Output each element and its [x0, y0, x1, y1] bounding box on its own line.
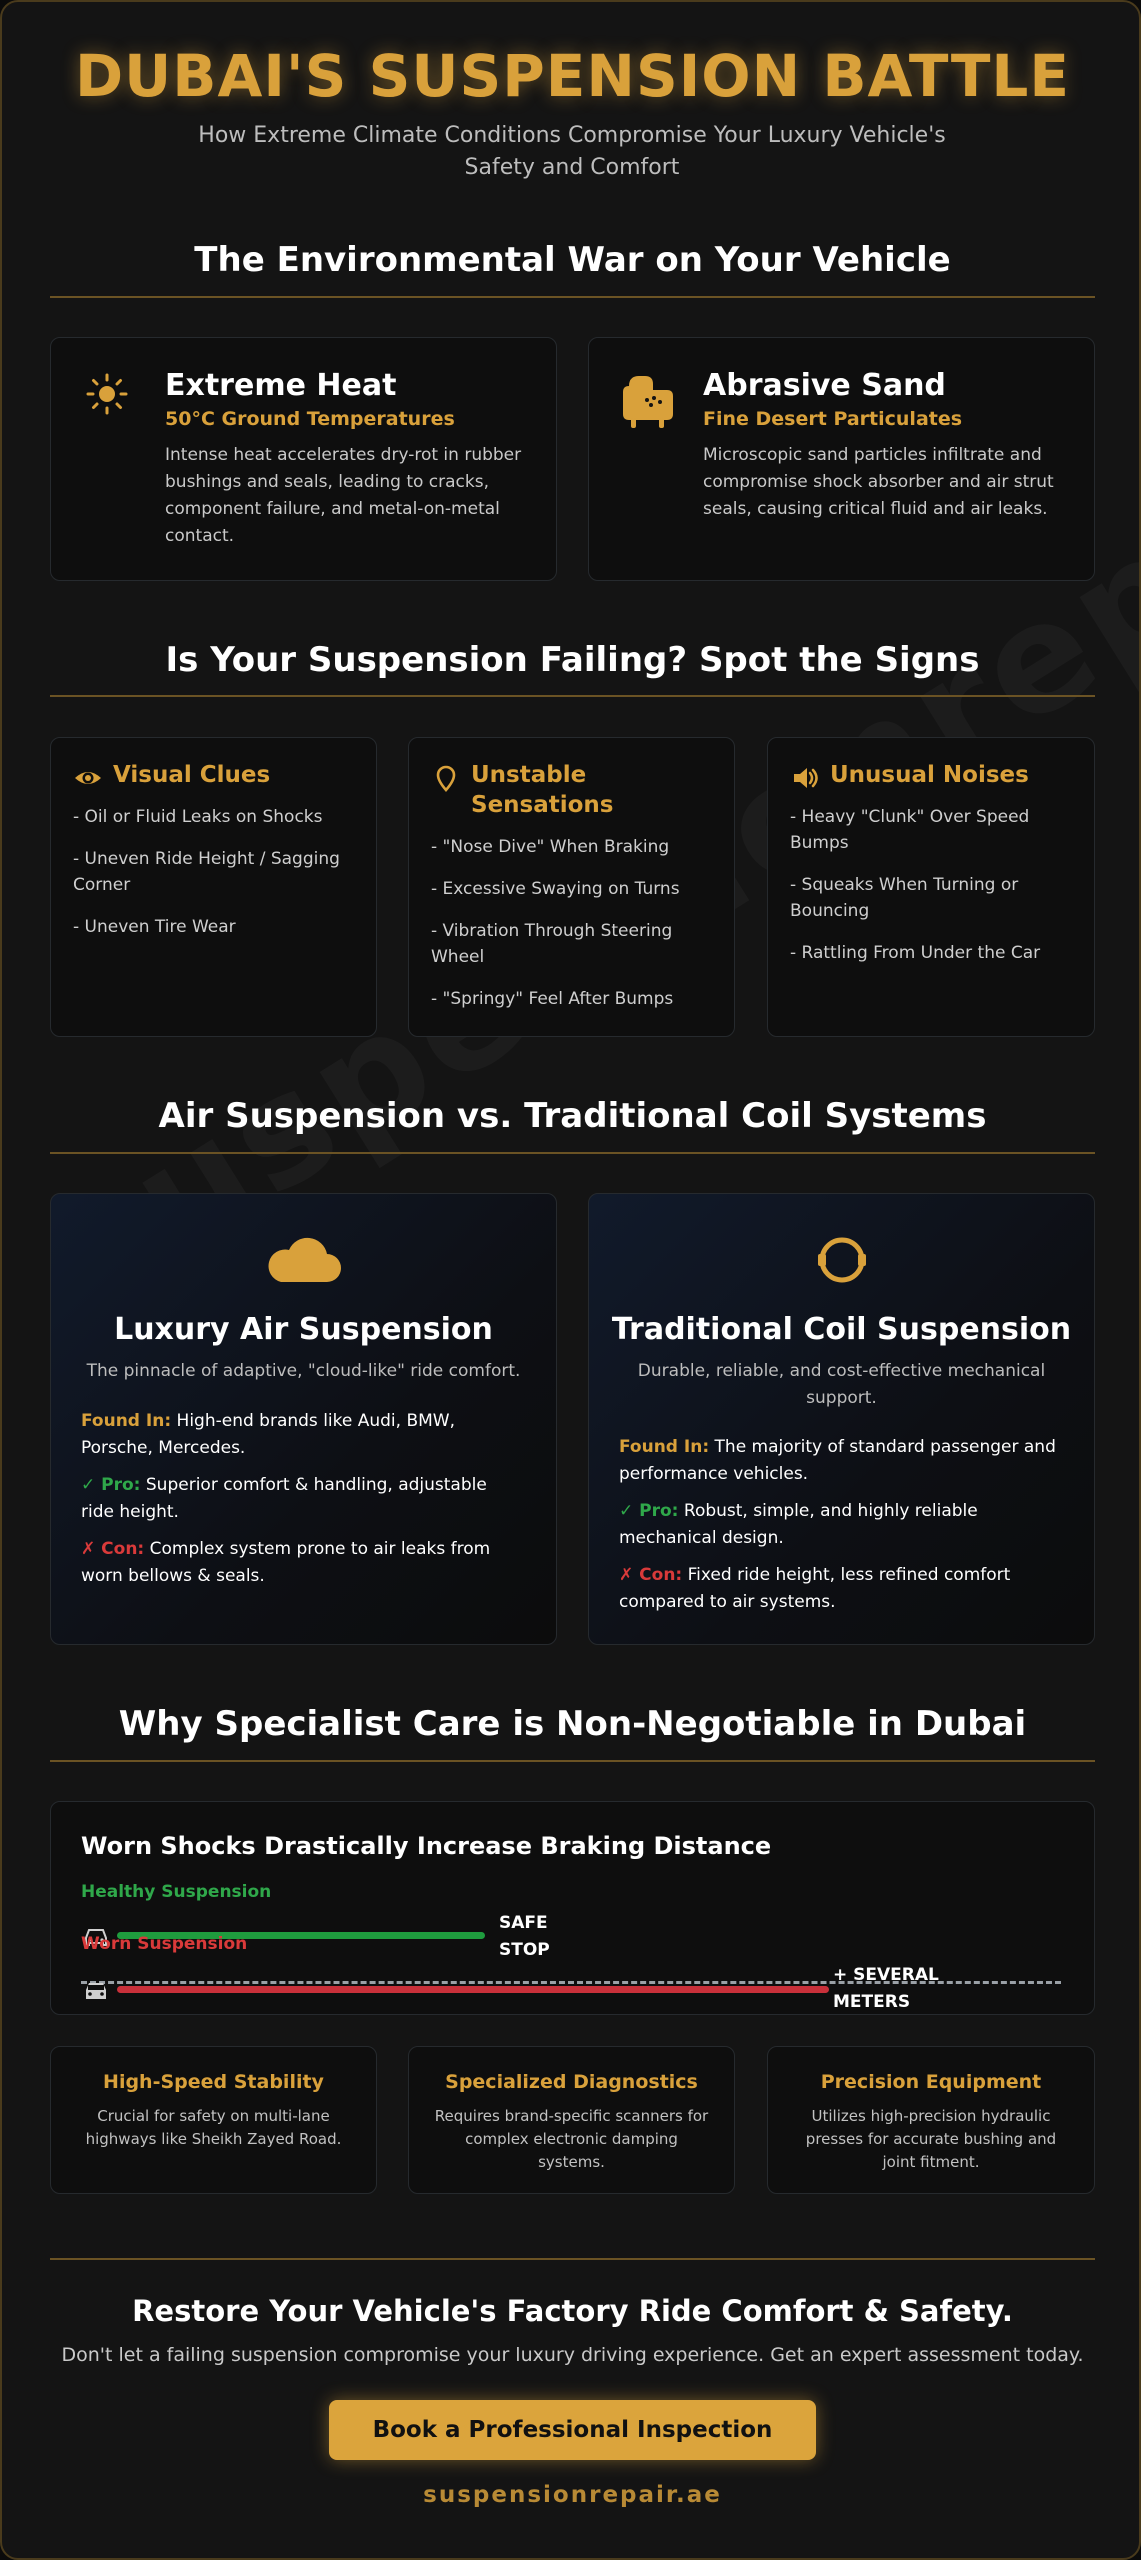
comparison-card-air — [50, 1193, 557, 1645]
page-title: DUBAI'S SUSPENSION BATTLE — [75, 42, 1070, 110]
pro-label: ✓ Pro: — [619, 1501, 679, 1521]
pro-text: Robust, simple, and highly reliable mechanical design. — [619, 1501, 978, 1548]
env-card-text: Microscopic sand particles infiltrate and compromise shock absorber and air strut seals, causing critical fluid and air leaks. — [703, 445, 1054, 519]
found-in-label: Found In: — [619, 1437, 710, 1457]
site-link[interactable]: suspensionrepair.ae — [423, 2482, 722, 2508]
worn-braking-bar — [117, 1986, 829, 1993]
env-card-heat — [50, 337, 557, 581]
feature-card-text: Crucial for safety on multi-lane highways like Sheikh Zayed Road. — [85, 2107, 342, 2148]
feature-card-title: High-Speed Stability — [103, 2071, 324, 2093]
found-in-text: The majority of standard passenger and performance vehicles. — [619, 1437, 1056, 1484]
section-divider — [50, 1760, 1095, 1762]
feature-card-title: Specialized Diagnostics — [445, 2071, 698, 2093]
healthy-end-line1: SAFE — [499, 1913, 548, 1933]
worn-end-line2: METERS — [833, 1992, 911, 2012]
environment-section-title: The Environmental War on Your Vehicle — [194, 240, 951, 280]
found-in-row — [619, 1434, 1059, 1488]
feature-card-title: Precision Equipment — [820, 2071, 1042, 2093]
sign-list — [431, 834, 721, 1028]
list-item: - Vibration Through Steering Wheel — [431, 921, 673, 967]
worn-end-line1: + SEVERAL — [833, 1965, 939, 1985]
con-text: Fixed ride height, less refined comfort compared to air systems. — [619, 1565, 1011, 1612]
pro-text: Superior comfort & handling, adjustable ride height. — [81, 1475, 487, 1522]
sand-icon — [619, 372, 673, 430]
cta-title: Restore Your Vehicle's Factory Ride Comfort & Safety. — [132, 2294, 1013, 2328]
comparison-section-title: Air Suspension vs. Traditional Coil Systems — [158, 1096, 987, 1136]
sign-list — [73, 804, 363, 956]
section-divider — [50, 695, 1095, 697]
eye-icon — [73, 763, 103, 793]
sign-card-title: Unstable Sensations — [471, 762, 614, 818]
braking-distance-panel — [50, 1801, 1095, 2015]
feature-card-diagnostics — [408, 2046, 735, 2194]
feature-card-text: Requires brand-specific scanners for complex electronic damping systems. — [434, 2107, 709, 2171]
sign-card-sensations — [408, 737, 735, 1037]
env-card-subtitle: Fine Desert Particulates — [703, 408, 963, 430]
sun-icon — [85, 372, 129, 416]
found-in-label: Found In: — [81, 1411, 172, 1431]
pro-row — [619, 1498, 1059, 1552]
found-in-text: High-end brands like Audi, BMW, Porsche, Mercedes. — [81, 1411, 456, 1458]
sign-card-noises — [767, 737, 1095, 1037]
cta-text: Don't let a failing suspension compromise your luxury driving experience. Get an expert assessment today. — [61, 2344, 1084, 2366]
list-item: - Uneven Tire Wear — [73, 917, 236, 937]
sign-card-visual — [50, 737, 377, 1037]
list-item: - "Nose Dive" When Braking — [431, 837, 670, 857]
cloud-icon — [265, 1232, 343, 1284]
comparison-card-coil — [588, 1193, 1095, 1645]
found-in-row — [81, 1408, 521, 1462]
feature-card-stability — [50, 2046, 377, 2194]
feature-card-text: Utilizes high-precision hydraulic presses for accurate bushing and joint fitment. — [805, 2107, 1057, 2171]
env-card-sand — [588, 337, 1095, 581]
sign-list — [790, 804, 1080, 982]
list-item: - Squeaks When Turning or Bouncing — [790, 875, 1019, 921]
comparison-card-title: Luxury Air Suspension — [114, 1312, 493, 1347]
content — [2, 2, 1141, 2560]
list-item: - Rattling From Under the Car — [790, 943, 1041, 963]
section-divider — [50, 1152, 1095, 1154]
pin-icon — [431, 763, 461, 793]
book-inspection-button[interactable]: Book a Professional Inspection — [329, 2400, 816, 2460]
pro-row — [81, 1472, 521, 1526]
env-card-title: Abrasive Sand — [703, 368, 946, 403]
con-label: ✗ Con: — [81, 1539, 145, 1559]
specialist-section-title: Why Specialist Care is Non-Negotiable in Dubai — [118, 1704, 1027, 1744]
healthy-end-label — [499, 1910, 550, 1964]
env-card-subtitle: 50°C Ground Temperatures — [165, 408, 455, 430]
braking-panel-title: Worn Shocks Drastically Increase Braking Distance — [81, 1832, 772, 1860]
section-divider — [50, 296, 1095, 298]
worn-suspension-label: Worn Suspension — [81, 1934, 248, 1954]
section-divider — [50, 2258, 1095, 2260]
con-text: Complex system prone to air leaks from worn bellows & seals. — [81, 1539, 491, 1586]
page-subtitle: How Extreme Climate Conditions Compromise Your Luxury Vehicle's Safety and Comfort — [198, 123, 946, 180]
list-item: - Oil or Fluid Leaks on Shocks — [73, 807, 323, 827]
env-card-title: Extreme Heat — [165, 368, 397, 403]
list-item: - "Springy" Feel After Bumps — [431, 989, 674, 1009]
coil-icon — [814, 1232, 870, 1288]
sign-card-title: Unusual Noises — [830, 762, 1029, 788]
list-item: - Uneven Ride Height / Sagging Corner — [73, 849, 340, 895]
healthy-suspension-label: Healthy Suspension — [81, 1882, 272, 1902]
con-label: ✗ Con: — [619, 1565, 683, 1585]
speaker-icon — [790, 763, 820, 793]
worn-end-label — [833, 1962, 939, 2016]
list-item: - Excessive Swaying on Turns — [431, 879, 680, 899]
list-item: - Heavy "Clunk" Over Speed Bumps — [790, 807, 1030, 853]
pro-label: ✓ Pro: — [81, 1475, 141, 1495]
comparison-card-description: Durable, reliable, and cost-effective mechanical support. — [637, 1361, 1046, 1408]
con-row — [619, 1562, 1059, 1616]
comparison-card-title: Traditional Coil Suspension — [611, 1312, 1072, 1347]
sign-card-title: Visual Clues — [113, 762, 271, 788]
feature-card-equipment — [767, 2046, 1095, 2194]
comparison-card-description: The pinnacle of adaptive, "cloud-like" ride comfort. — [86, 1361, 521, 1381]
car-icon — [83, 1980, 109, 2002]
signs-section-title: Is Your Suspension Failing? Spot the Signs — [165, 640, 980, 680]
env-card-text: Intense heat accelerates dry-rot in rubber bushings and seals, leading to cracks, component failure, and metal-on-metal contact. — [165, 445, 522, 546]
healthy-end-line2: STOP — [499, 1940, 550, 1960]
con-row — [81, 1536, 521, 1590]
